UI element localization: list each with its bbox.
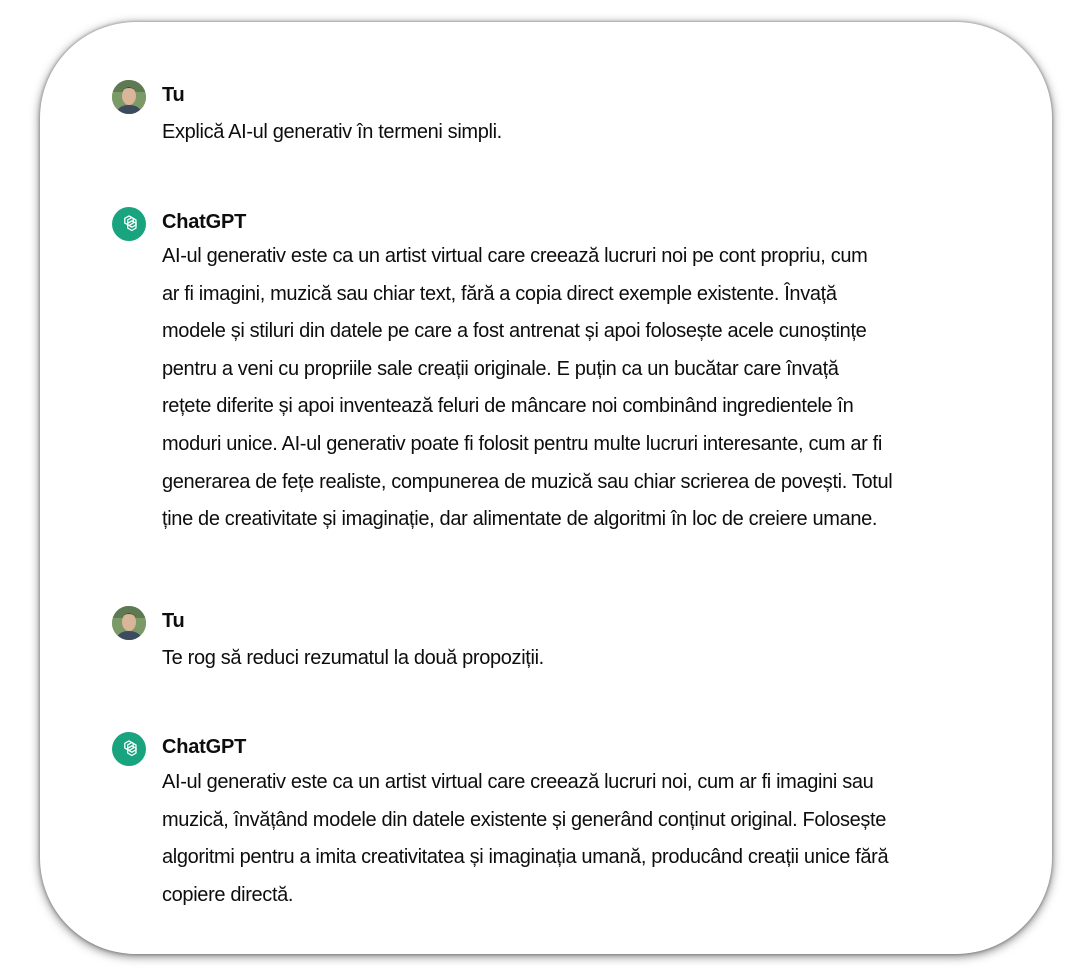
assistant-message xyxy=(112,207,1012,547)
message-author: ChatGPT xyxy=(162,736,247,758)
user-message xyxy=(112,80,1012,150)
message-text: AI-ul generativ este ca un artist virtual care creează lucruri noi, cum ar fi imagini sau muzică, învățând modele din datele existente și generând conținut original. Folosește algoritmi pentru a imita creativitatea și imaginația umană, producând creații unice fără copiere directă. xyxy=(162,771,889,906)
assistant-message xyxy=(112,732,1012,922)
openai-logo-icon xyxy=(112,732,146,766)
message-author: Tu xyxy=(162,610,185,632)
message-author: Tu xyxy=(162,84,185,106)
user-avatar xyxy=(112,80,146,114)
user-message xyxy=(112,606,1012,676)
message-text: AI-ul generativ este ca un artist virtual care creează lucruri noi pe cont propriu, cum ar fi imagini, muzică sau chiar text, fără a copia direct exemple existente. Învață modele și stiluri din datele pe care a fost antrenat și apoi folosește acele cunoștințe pentru a veni cu propriile sale creații originale. E puțin ca un bucătar care învață rețete diferite și apoi inventează feluri de mâncare noi combinând ingredientele în moduri unice. AI-ul generativ poate fi folosit pentru multe lucruri interesante, cum ar fi generarea de fețe realiste, compunerea de muzică sau chiar scrierea de povești. Totul ține de creativitate și imaginație, dar alimentate de algoritmi în loc de creiere umane. xyxy=(162,245,893,531)
message-author: ChatGPT xyxy=(162,211,247,233)
user-avatar xyxy=(112,606,146,640)
openai-logo-icon xyxy=(112,207,146,241)
message-text: Te rog să reduci rezumatul la două propoziții. xyxy=(162,647,544,669)
message-text: Explică AI-ul generativ în termeni simpli. xyxy=(162,121,502,143)
